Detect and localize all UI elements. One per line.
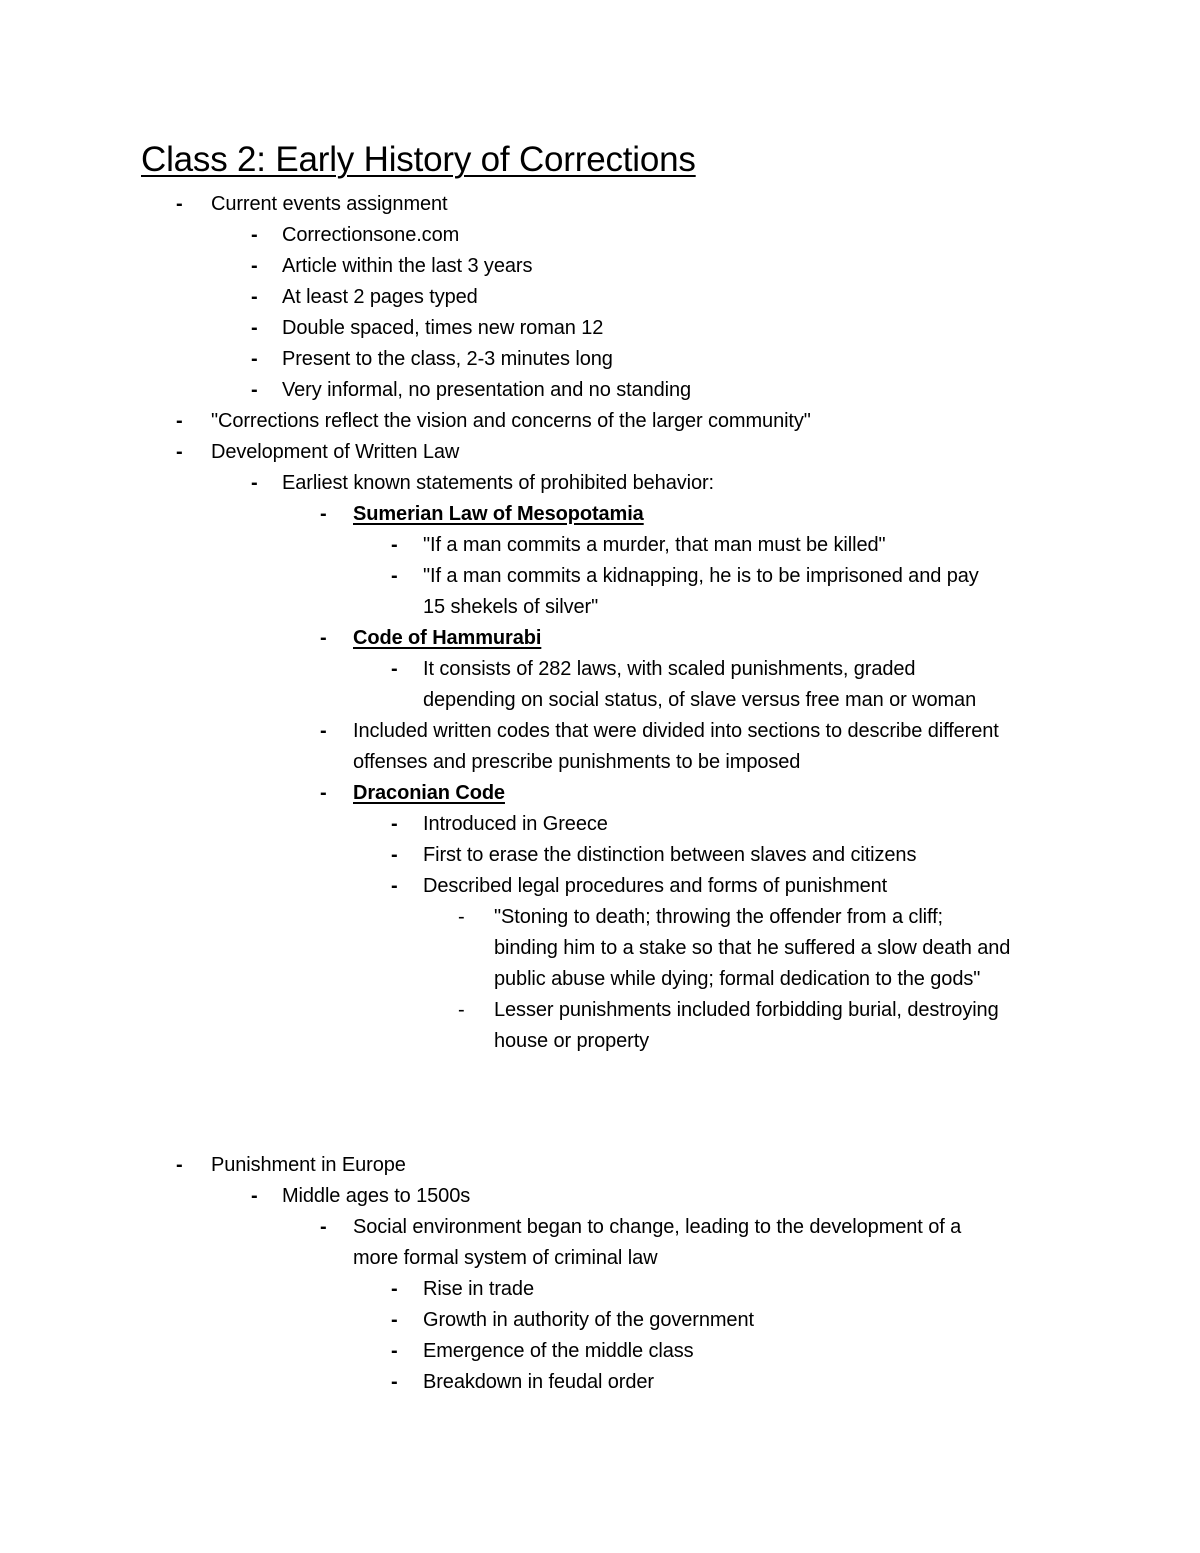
bullet-dash: - <box>320 503 327 525</box>
section-heading-sumerian-law: Sumerian Law of Mesopotamia <box>353 503 644 525</box>
bullet-dash: - <box>251 224 258 246</box>
bullet-dash: - <box>320 1216 327 1238</box>
list-item-continuation: more formal system of criminal law <box>353 1247 658 1269</box>
bullet-dash: - <box>320 720 327 742</box>
section-heading-code-of-hammurabi: Code of Hammurabi <box>353 627 542 649</box>
bullet-dash: - <box>391 1371 398 1393</box>
list-item: Middle ages to 1500s <box>282 1185 471 1207</box>
bullet-dash: - <box>251 1185 258 1207</box>
bullet-dash: - <box>391 565 398 587</box>
list-item: "Corrections reflect the vision and concerns of the larger community" <box>211 410 811 432</box>
bullet-dash: - <box>251 472 258 494</box>
bullet-dash: - <box>391 844 398 866</box>
bullet-dash: - <box>176 441 183 463</box>
bullet-dash: - <box>251 379 258 401</box>
list-item-continuation: binding him to a stake so that he suffered a slow death and <box>494 937 1011 959</box>
bullet-dash: - <box>458 999 465 1021</box>
bullet-dash: - <box>391 1340 398 1362</box>
bullet-dash: - <box>176 1154 183 1176</box>
bullet-dash: - <box>251 317 258 339</box>
list-item: Introduced in Greece <box>423 813 608 835</box>
bullet-dash: - <box>391 875 398 897</box>
bullet-dash: - <box>458 906 465 928</box>
list-item: "If a man commits a kidnapping, he is to be imprisoned and pay <box>423 565 979 587</box>
list-item: Article within the last 3 years <box>282 255 533 277</box>
list-item: Earliest known statements of prohibited behavior: <box>282 472 715 494</box>
list-item: Correctionsone.com <box>282 224 460 246</box>
bullet-dash: - <box>176 410 183 432</box>
list-item: Double spaced, times new roman 12 <box>282 317 604 339</box>
list-item: Emergence of the middle class <box>423 1340 694 1362</box>
list-item: It consists of 282 laws, with scaled punishments, graded <box>423 658 916 680</box>
bullet-dash: - <box>251 286 258 308</box>
list-item: Punishment in Europe <box>211 1154 406 1176</box>
list-item-continuation: 15 shekels of silver" <box>423 596 599 618</box>
bullet-dash: - <box>391 658 398 680</box>
bullet-dash: - <box>391 534 398 556</box>
bullet-dash: - <box>320 782 327 804</box>
list-item-continuation: public abuse while dying; formal dedication to the gods" <box>494 968 981 990</box>
list-item: Lesser punishments included forbidding burial, destroying <box>494 999 999 1021</box>
list-item: Very informal, no presentation and no standing <box>282 379 692 401</box>
list-item: "Stoning to death; throwing the offender from a cliff; <box>494 906 944 928</box>
section-heading-draconian-code: Draconian Code <box>353 782 505 804</box>
list-item-continuation: house or property <box>494 1030 650 1052</box>
bullet-dash: - <box>391 813 398 835</box>
bullet-dash: - <box>176 193 183 215</box>
list-item: Current events assignment <box>211 193 448 215</box>
list-item: Development of Written Law <box>211 441 460 463</box>
list-item-continuation: offenses and prescribe punishments to be imposed <box>353 751 801 773</box>
list-item: At least 2 pages typed <box>282 286 478 308</box>
page-title: Class 2: Early History of Corrections <box>141 140 696 179</box>
list-item: Present to the class, 2-3 minutes long <box>282 348 613 370</box>
bullet-dash: - <box>391 1309 398 1331</box>
list-item: First to erase the distinction between slaves and citizens <box>423 844 917 866</box>
bullet-dash: - <box>391 1278 398 1300</box>
list-item: Breakdown in feudal order <box>423 1371 654 1393</box>
bullet-dash: - <box>251 255 258 277</box>
list-item-continuation: depending on social status, of slave versus free man or woman <box>423 689 977 711</box>
bullet-dash: - <box>251 348 258 370</box>
list-item: Social environment began to change, leading to the development of a <box>353 1216 962 1238</box>
list-item: Rise in trade <box>423 1278 534 1300</box>
bullet-dash: - <box>320 627 327 649</box>
list-item: Growth in authority of the government <box>423 1309 754 1331</box>
list-item: "If a man commits a murder, that man must be killed" <box>423 534 886 556</box>
list-item: Described legal procedures and forms of punishment <box>423 875 888 897</box>
list-item: Included written codes that were divided into sections to describe different <box>353 720 999 742</box>
